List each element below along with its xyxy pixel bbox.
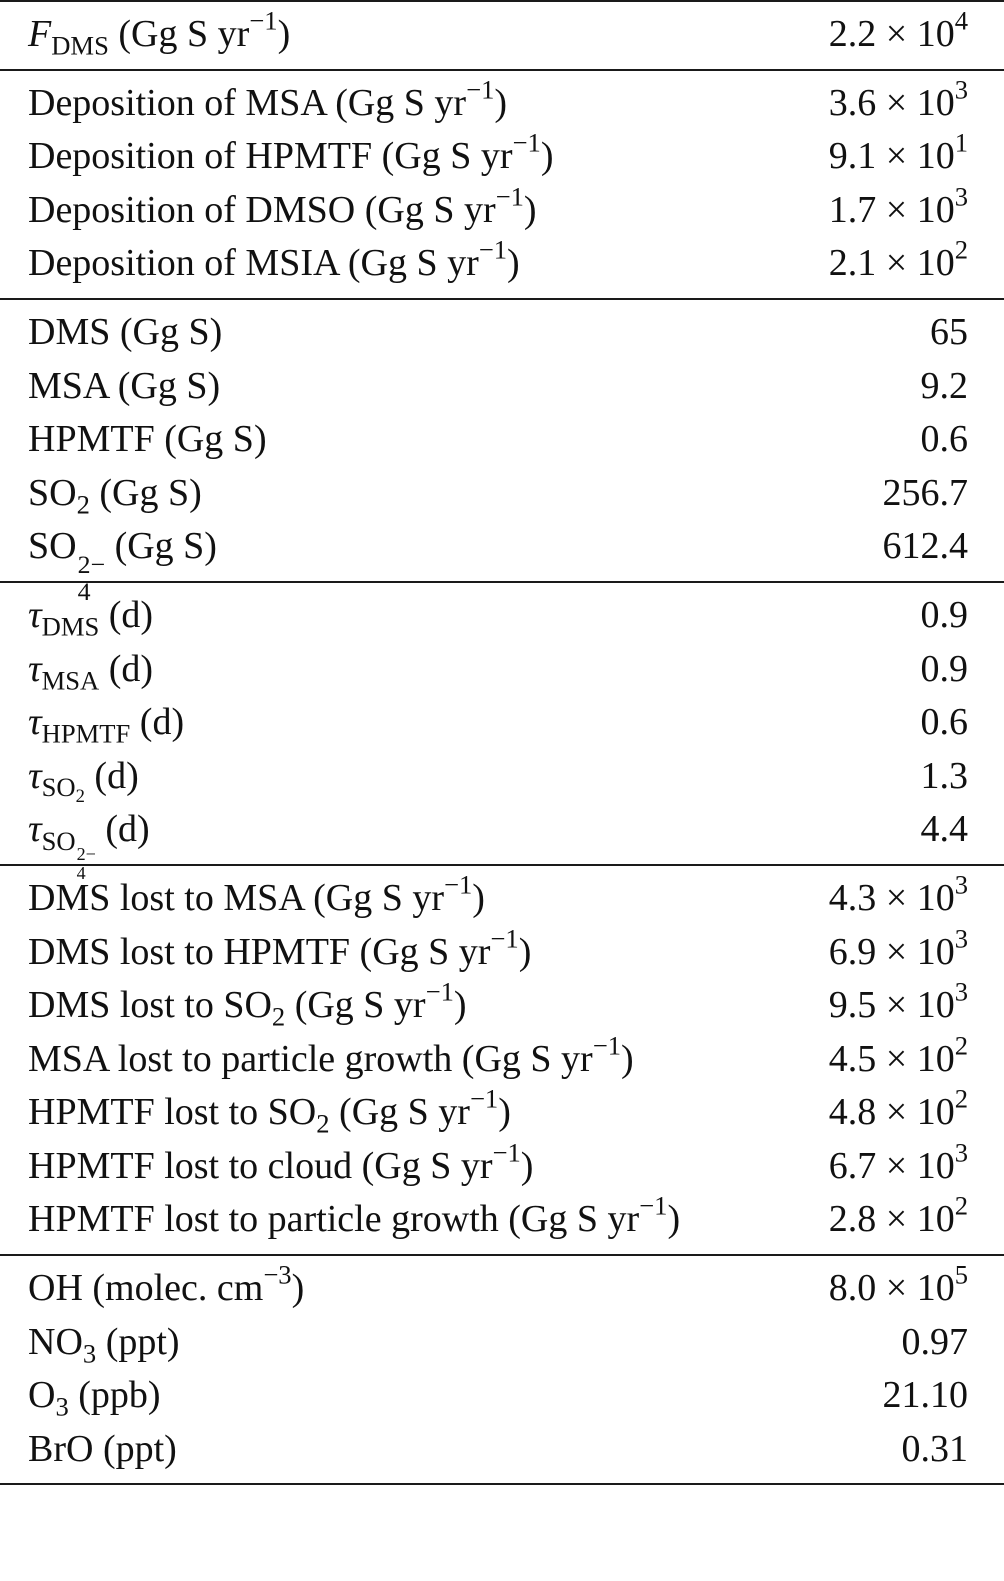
table-row [0, 74, 1004, 131]
table-row [0, 413, 1004, 467]
table-section [0, 71, 1004, 298]
table-row [0, 1083, 1004, 1140]
row-label: HPMTF (Gg S) [28, 418, 267, 461]
table-row [0, 1259, 1004, 1316]
row-label: DMS lost to HPMTF (Gg S $yr^{-1}$) [28, 923, 532, 973]
row-label: $O_3$ (ppb) [28, 1374, 161, 1422]
row-value: 9.2 [920, 364, 968, 407]
row-value: 612.4 [882, 525, 968, 568]
row-label: $\tau_{MSA}$ (d) [28, 647, 154, 696]
row-label: $F_{DMS}$ (Gg S $yr^{-1}$) [28, 5, 291, 61]
table-row [0, 360, 1004, 414]
row-value: $4.8 \times 10^2$ [828, 1083, 968, 1134]
row-value: $9.5 \times 10^3$ [828, 976, 968, 1027]
row-label: HPMTF lost to particle growth (Gg S $yr^{-1}$) [28, 1190, 681, 1241]
row-value: 0.6 [920, 701, 968, 744]
row-value: $6.9 \times 10^3$ [828, 923, 968, 973]
row-value: $9.1 \times 10^1$ [828, 127, 968, 178]
row-label: $\tau_{HPMTF}$ (d) [28, 701, 185, 749]
table-row [0, 234, 1004, 291]
table-row [0, 869, 1004, 926]
table-row [0, 127, 1004, 184]
row-label: $SO_2$ (Gg S) [28, 471, 202, 520]
row-value: 21.10 [882, 1374, 968, 1417]
table-row [0, 750, 1004, 808]
row-value: 0.6 [920, 418, 968, 461]
table-row [0, 5, 1004, 62]
table-row [0, 1316, 1004, 1370]
row-label: $\tau_{SO 2- 4}$ (d) [28, 808, 150, 883]
row-value: $2.2 \times 10^4$ [828, 5, 968, 55]
row-label: Deposition of HPMTF (Gg S $yr^{-1}$) [28, 127, 554, 178]
row-label: SO 2− 4 (Gg S) [28, 525, 217, 606]
table-row [0, 643, 1004, 697]
row-label: HPMTF lost to $SO_2$ (Gg S $yr^{-1}$) [28, 1083, 511, 1139]
table-row [0, 803, 1004, 883]
row-value: $1.7 \times 10^3$ [828, 181, 968, 231]
row-label: Deposition of DMSO (Gg S $yr^{-1}$) [28, 181, 537, 231]
row-label: BrO (ppt) [28, 1427, 177, 1470]
row-value: $6.7 \times 10^3$ [828, 1137, 968, 1187]
row-label: Deposition of MSIA (Gg S $yr^{-1}$) [28, 234, 520, 285]
row-value: 4.4 [920, 808, 968, 851]
row-label: HPMTF lost to cloud (Gg S $yr^{-1}$) [28, 1137, 534, 1187]
table-section [0, 2, 1004, 69]
row-value: $3.6 \times 10^3$ [828, 74, 968, 124]
row-label: DMS (Gg S) [28, 310, 223, 353]
row-value: 0.31 [901, 1427, 968, 1470]
row-value: $4.3 \times 10^3$ [828, 869, 968, 919]
table-row [0, 181, 1004, 238]
row-label: OH (molec. $cm^{-3}$) [28, 1259, 305, 1310]
table-row [0, 1369, 1004, 1423]
row-value: $4.5 \times 10^2$ [828, 1030, 968, 1080]
table-rule [0, 1483, 1004, 1485]
row-value: $2.1 \times 10^2$ [828, 234, 968, 285]
row-value: $2.8 \times 10^2$ [828, 1190, 968, 1241]
row-value: 1.3 [920, 754, 968, 797]
table-row [0, 306, 1004, 360]
table-row [0, 589, 1004, 643]
row-value: 0.9 [920, 593, 968, 636]
table-row [0, 1030, 1004, 1087]
row-value: 256.7 [882, 471, 968, 514]
table-row [0, 467, 1004, 521]
row-label: Deposition of MSA (Gg S $yr^{-1}$) [28, 74, 508, 124]
table-row [0, 1423, 1004, 1477]
row-value: 0.97 [901, 1320, 968, 1363]
row-label: DMS lost to $SO_2$ (Gg S $yr^{-1}$) [28, 976, 467, 1032]
table-section [0, 300, 1004, 606]
row-label: MSA (Gg S) [28, 364, 221, 407]
table-section [0, 866, 1004, 1254]
table-row [0, 1190, 1004, 1247]
table-section [0, 583, 1004, 883]
row-label: $NO_3$ (ppt) [28, 1320, 180, 1369]
row-value: $8.0 \times 10^5$ [828, 1259, 968, 1310]
table-row [0, 520, 1004, 606]
row-label: $\tau_{DMS}$ (d) [28, 593, 154, 642]
row-label: MSA lost to particle growth (Gg S $yr^{-1}$) [28, 1030, 634, 1080]
table-row [0, 1137, 1004, 1194]
table-section [0, 1256, 1004, 1483]
row-value: 65 [930, 310, 968, 353]
table-row [0, 923, 1004, 980]
table-row [0, 696, 1004, 750]
row-label: DMS lost to MSA (Gg S $yr^{-1}$) [28, 869, 485, 919]
row-value: 0.9 [920, 647, 968, 690]
table-row [0, 976, 1004, 1033]
row-label: $\tau_{SO_2}$ (d) [28, 754, 139, 808]
